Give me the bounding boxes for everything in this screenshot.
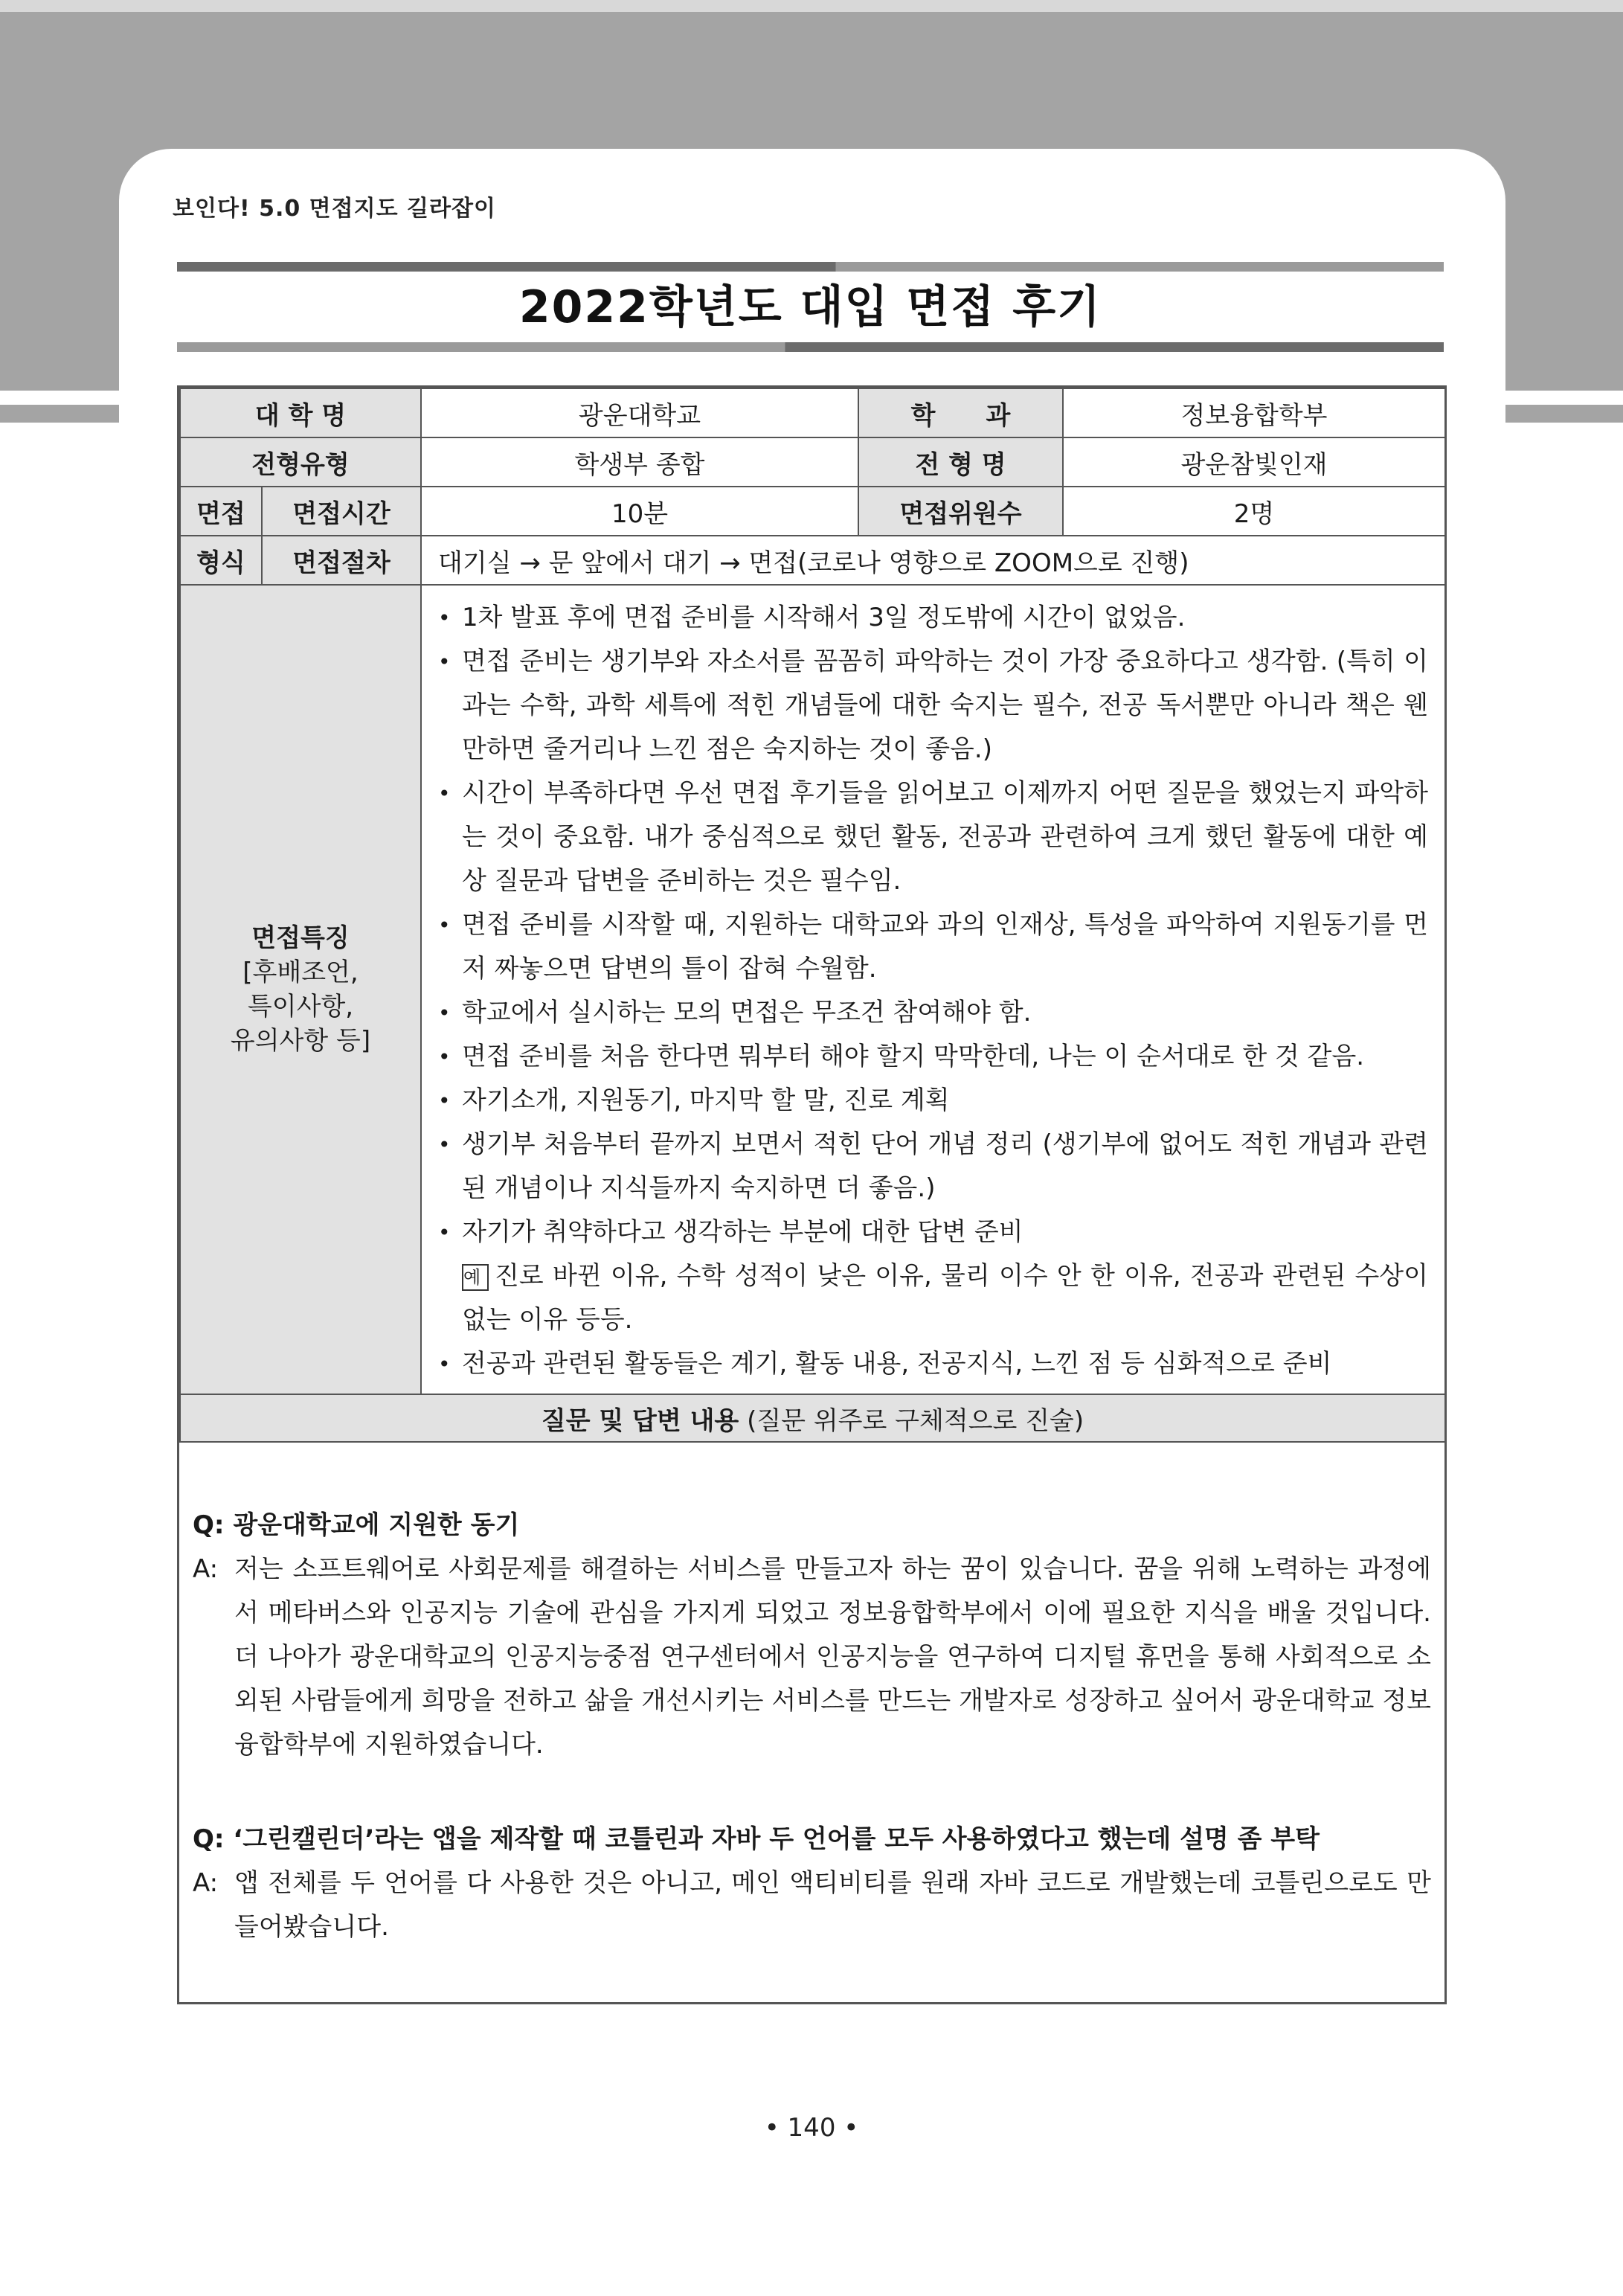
qa-header-note: (질문 위주로 구체적으로 진술): [739, 1405, 1084, 1436]
table-row: [180, 437, 1445, 487]
list-item: • 면접 준비를 시작할 때, 지원하는 대학교와 과의 인재상, 특성을 파악하여 지원동기를 먼저 짜놓으면 답변의 틀이 잡혀 수월함.: [438, 903, 1428, 991]
table-row: [180, 388, 1445, 437]
answer-prefix: A:: [193, 1554, 219, 1584]
admission-track-value: 광운참빛인재: [1063, 437, 1445, 487]
example-item: 예 진로 바뀐 이유, 수학 성적이 낮은 이유, 물리 이수 안 한 이유, 전공과 관련된 수상이 없는 이유 등등.: [462, 1261, 1428, 1335]
department-value: 정보융합학부: [1063, 388, 1445, 437]
bullet-icon: •: [438, 650, 451, 674]
features-label-line: 유의사항 등]: [230, 1026, 371, 1056]
interview-time-label: 면접시간: [262, 487, 421, 536]
features-label-line: [후배조언,: [242, 958, 359, 987]
bullet-icon: •: [438, 781, 451, 806]
title-rule-bottom: [177, 342, 1444, 352]
qa-header-title: 질문 및 답변 내용: [541, 1405, 739, 1436]
list-item: • 면접 준비를 처음 한다면 뭐부터 해야 할지 막막한데, 나는 이 순서대로 한 것 같음.: [438, 1035, 1428, 1079]
answer: A: 저는 소프트웨어로 사회문제를 해결하는 서비스를 만들고자 하는 꿈이 있습니다. 꿈을 위해 노력하는 과정에서 메타버스와 인공지능 기술에 관심을 가지게 되었고 정보융합학부에서 이에 필요한 지식을 배울 것입니다. 더 나아가 광운대학교의 인공지능중점 연구센터에서 인공지능을 연구하여 디지털 휴먼을 통해 사회적으로 소외된 사람들에게 희망을 전하고 삶을 개선시키는 서비스를 만드는 개발자로 성장하고 싶어서 광운대학교 정보융합학부에 지원하였습니다.: [193, 1548, 1431, 1767]
list-item: • 자기가 취약하다고 생각하는 부분에 대한 답변 준비: [438, 1210, 1428, 1254]
list-item: • 전공과 관련된 활동들은 계기, 활동 내용, 전공지식, 느낀 점 등 심화적으로 준비: [438, 1342, 1428, 1386]
admission-type-value: 학생부 종합: [421, 437, 858, 487]
admission-track-label: 전 형 명: [858, 437, 1063, 487]
features-label-line: 특이사항,: [247, 992, 354, 1022]
bullet-icon: •: [438, 606, 451, 630]
question: Q: ‘그린캘린더’라는 앱을 제작할 때 코틀린과 자바 두 언어를 모두 사용하였다고 했는데 설명 좀 부탁: [193, 1824, 1320, 1854]
banner-edge: [0, 0, 1623, 12]
running-header: 보인다! 5.0 면접지도 길라잡이: [173, 196, 496, 222]
panel-count-value: 2명: [1063, 487, 1445, 536]
bullet-icon: •: [438, 913, 451, 937]
page-number: • 140 •: [764, 2113, 859, 2143]
bullet-icon: •: [438, 1352, 451, 1376]
page-title: 2022학년도 대입 면접 후기: [518, 281, 1102, 333]
answer: A: 앱 전체를 두 언어를 다 사용한 것은 아니고, 메인 액티비티를 원래 자바 코드로 개발했는데 코틀린으로도 만들어봤습니다.: [193, 1862, 1431, 1949]
list-item: • 1차 발표 후에 면접 준비를 시작해서 3일 정도밖에 시간이 없었음.: [438, 596, 1428, 640]
qa-section-header: [180, 1394, 1445, 1442]
university-label: 대 학 명: [180, 388, 421, 437]
bullet-icon: •: [438, 1088, 451, 1113]
format-label-bottom: 형식: [180, 536, 262, 585]
features-content: [421, 585, 1445, 1394]
admission-type-label: 전형유형: [180, 437, 421, 487]
list-item: • 자기소개, 지원동기, 마지막 할 말, 진로 계획: [438, 1079, 1428, 1123]
side-tab-left: [0, 405, 119, 423]
interview-time-value: 10분: [421, 487, 858, 536]
features-list: [438, 596, 1428, 1386]
department-label: 학 과: [858, 388, 1063, 437]
list-item: • 면접 준비는 생기부와 자소서를 꼼꼼히 파악하는 것이 가장 중요하다고 생각함. (특히 이과는 수학, 과학 세특에 적힌 개념들에 대한 숙지는 필수, 전공 독서뿐만 아니라 책은 웬만하면 줄거리나 느낀 점은 숙지하는 것이 좋음.): [438, 640, 1428, 772]
panel-count-label: 면접위원수: [858, 487, 1063, 536]
qa-section: [179, 1474, 1444, 1949]
title-rule-top: [177, 262, 1444, 272]
university-value: 광운대학교: [421, 388, 858, 437]
side-tab-right: [1505, 405, 1623, 423]
list-item: • 시간이 부족하다면 우선 면접 후기들을 읽어보고 이제까지 어떤 질문을 했었는지 파악하는 것이 중요함. 내가 중심적으로 했던 활동, 전공과 관련하여 크게 했던 활동에 대한 예상 질문과 답변을 준비하는 것은 필수임.: [438, 772, 1428, 903]
example-icon: 예: [462, 1264, 489, 1291]
list-item: • 학교에서 실시하는 모의 면접은 무조건 참여해야 함.: [438, 991, 1428, 1035]
bullet-icon: •: [438, 1220, 451, 1245]
format-label-top: 면접: [180, 487, 262, 536]
list-item: • 생기부 처음부터 끝까지 보면서 적힌 단어 개념 정리 (생기부에 없어도 적힌 개념과 관련된 개념이나 지식들까지 숙지하면 더 좋음.): [438, 1123, 1428, 1210]
bullet-icon: •: [438, 1001, 451, 1025]
answer-prefix: A:: [193, 1868, 219, 1898]
features-label: [180, 585, 421, 1394]
procedure-value: 대기실 → 문 앞에서 대기 → 면접(코로나 영향으로 ZOOM으로 진행): [421, 536, 1445, 585]
features-label-line: 면접특징: [251, 923, 350, 953]
bullet-icon: •: [438, 1045, 451, 1069]
bullet-icon: •: [438, 1132, 451, 1157]
question: Q: 광운대학교에 지원한 동기: [193, 1510, 520, 1540]
table-row: [180, 1394, 1445, 1442]
table-row: [180, 487, 1445, 536]
table-row: [180, 536, 1445, 585]
table-row: [180, 585, 1445, 1394]
procedure-label: 면접절차: [262, 536, 421, 585]
interview-info-table: [179, 388, 1446, 1443]
interview-review-box: [177, 385, 1447, 2004]
